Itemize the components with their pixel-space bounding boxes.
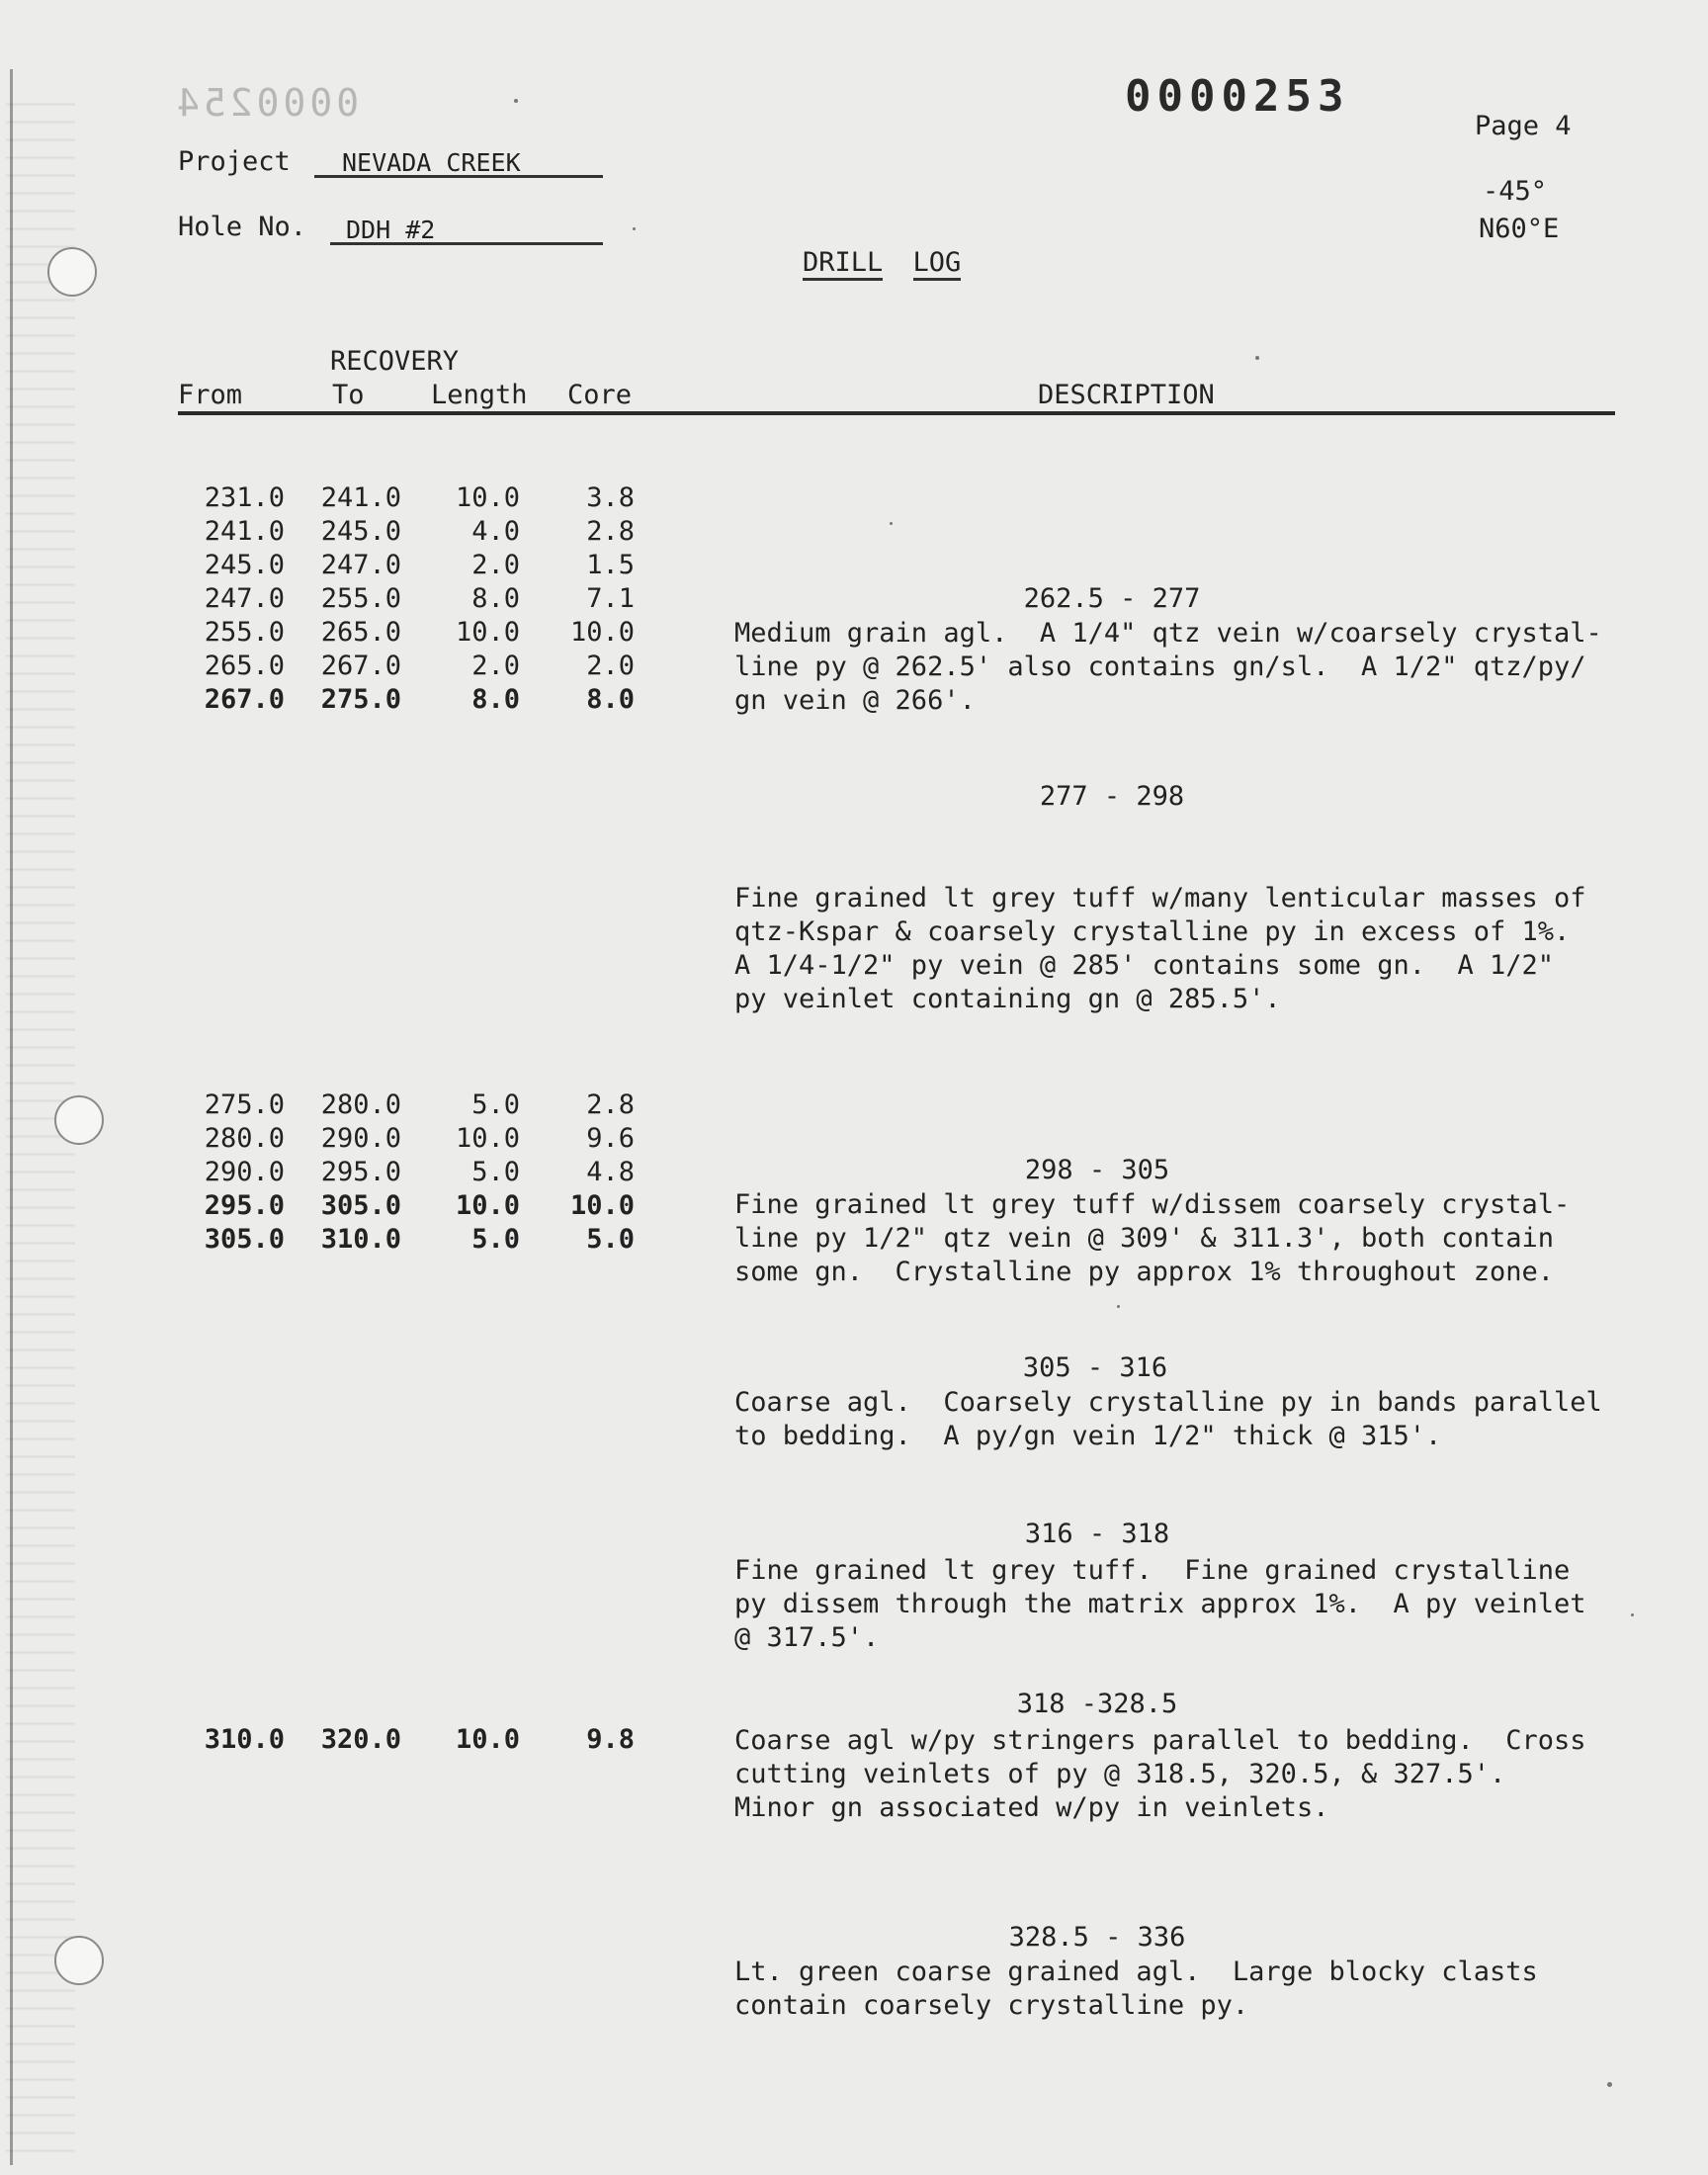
punch-hole-middle [54, 1095, 104, 1145]
core-cell: 2.0 [586, 651, 635, 681]
from-cell: 305.0 [204, 1224, 285, 1255]
core-cell: 3.8 [586, 482, 635, 513]
interval-range-heading: 316 - 318 [1024, 1519, 1170, 1549]
hole-number-value: DDH #2 [330, 216, 603, 245]
header-rule [178, 411, 1615, 415]
length-cell: 10.0 [455, 617, 520, 648]
from-header: From [178, 380, 243, 410]
to-cell: 320.0 [320, 1724, 401, 1755]
to-cell: 245.0 [320, 516, 401, 547]
length-cell: 10.0 [455, 1190, 520, 1221]
from-cell: 255.0 [204, 617, 285, 648]
interval-range-heading: 328.5 - 336 [1008, 1922, 1186, 1953]
title-word-log: LOG [913, 247, 962, 281]
to-cell: 275.0 [320, 684, 401, 715]
interval-description: Fine grained lt grey tuff w/many lenticular masses of qtz-Kspar & coarsely crystalline py in excess of 1%. A 1/4-1/2" py vein @ 285' contains some gn. A 1/2" py veinlet containing gn @ 285.5'. [734, 883, 1586, 1014]
core-header: Core [567, 380, 633, 410]
from-cell: 290.0 [204, 1157, 285, 1187]
length-header: Length [431, 380, 528, 410]
hole-bearing: N60°E [1479, 214, 1560, 244]
project-label: Project [178, 146, 291, 177]
core-cell: 8.0 [586, 684, 635, 715]
interval-description: Fine grained lt grey tuff w/dissem coarsely crystal- line py 1/2" qtz vein @ 309' & 311.3', both contain some gn. Crystalline py approx 1% throughout zone. [734, 1189, 1571, 1287]
interval-description: Medium grain agl. A 1/4" qtz vein w/coarsely crystal- line py @ 262.5' also contains gn/sl. A 1/2" qtz/py/ gn vein @ 266'. [734, 618, 1602, 716]
to-cell: 290.0 [320, 1123, 401, 1154]
scan-speck [1607, 2082, 1612, 2087]
from-cell: 295.0 [204, 1190, 285, 1221]
from-cell: 280.0 [204, 1123, 285, 1154]
core-cell: 4.8 [586, 1157, 635, 1187]
core-cell: 9.6 [586, 1123, 635, 1154]
interval-description: Lt. green coarse grained agl. Large blocky clasts contain coarsely crystalline py. [734, 1957, 1538, 2021]
from-cell: 247.0 [204, 583, 285, 614]
from-cell: 231.0 [204, 482, 285, 513]
interval-range-heading: 298 - 305 [1024, 1155, 1170, 1185]
project-value: NEVADA CREEK [314, 148, 603, 178]
to-cell: 305.0 [320, 1190, 401, 1221]
punch-hole-top [47, 247, 97, 297]
core-cell: 10.0 [569, 617, 635, 648]
interval-description: Fine grained lt grey tuff. Fine grained crystalline py dissem through the matrix approx 1%. A py veinlet @ 317.5'. [734, 1555, 1586, 1653]
from-cell: 245.0 [204, 550, 285, 580]
interval-range-heading: 277 - 298 [1039, 781, 1185, 812]
core-cell: 10.0 [569, 1190, 635, 1221]
scan-speck [1117, 1305, 1120, 1308]
core-cell: 9.8 [586, 1724, 635, 1755]
length-cell: 4.0 [471, 516, 520, 547]
to-cell: 255.0 [320, 583, 401, 614]
to-cell: 241.0 [320, 482, 401, 513]
from-cell: 241.0 [204, 516, 285, 547]
core-cell: 1.5 [586, 550, 635, 580]
description-header: DESCRIPTION [1038, 380, 1215, 410]
to-cell: 247.0 [320, 550, 401, 580]
core-cell: 7.1 [586, 583, 635, 614]
scan-speck [633, 227, 636, 230]
hole-angle: -45° [1483, 176, 1548, 207]
length-cell: 5.0 [471, 1224, 520, 1255]
faded-bleedthrough-number: 0000254 [173, 81, 360, 125]
title-word-drill: DRILL [803, 247, 883, 281]
length-cell: 10.0 [455, 1724, 520, 1755]
punch-hole-bottom [54, 1936, 104, 1985]
scan-speck [514, 99, 518, 103]
from-cell: 275.0 [204, 1089, 285, 1120]
from-cell: 265.0 [204, 651, 285, 681]
scan-speck [1255, 356, 1259, 360]
interval-description: Coarse agl. Coarsely crystalline py in bands parallel to bedding. A py/gn vein 1/2" thick @ 315'. [734, 1387, 1602, 1451]
scan-speck [1631, 1613, 1634, 1616]
length-cell: 2.0 [471, 651, 520, 681]
to-cell: 280.0 [320, 1089, 401, 1120]
to-cell: 310.0 [320, 1224, 401, 1255]
to-cell: 295.0 [320, 1157, 401, 1187]
interval-range-heading: 318 -328.5 [1016, 1689, 1178, 1719]
page-label: Page 4 [1475, 111, 1572, 141]
from-cell: 267.0 [204, 684, 285, 715]
scan-speck [890, 522, 893, 525]
length-cell: 2.0 [471, 550, 520, 580]
document-number: 0000253 [1125, 71, 1350, 122]
hole-number-label: Hole No. [178, 212, 307, 242]
to-cell: 267.0 [320, 651, 401, 681]
length-cell: 8.0 [471, 583, 520, 614]
interval-range-heading: 262.5 - 277 [1023, 583, 1201, 614]
core-cell: 2.8 [586, 1089, 635, 1120]
length-cell: 8.0 [471, 684, 520, 715]
core-cell: 5.0 [586, 1224, 635, 1255]
from-cell: 310.0 [204, 1724, 285, 1755]
length-cell: 10.0 [455, 1123, 520, 1154]
recovery-header: RECOVERY [330, 346, 460, 377]
length-cell: 10.0 [455, 482, 520, 513]
interval-range-heading: 305 - 316 [1022, 1352, 1168, 1383]
drill-log-title [803, 247, 961, 278]
to-header: To [332, 380, 365, 410]
core-cell: 2.8 [586, 516, 635, 547]
length-cell: 5.0 [471, 1089, 520, 1120]
length-cell: 5.0 [471, 1157, 520, 1187]
to-cell: 265.0 [320, 617, 401, 648]
interval-description: Coarse agl w/py stringers parallel to bedding. Cross cutting veinlets of py @ 318.5, 320.5, & 327.5'. Minor gn associated w/py in veinlets. [734, 1725, 1586, 1823]
